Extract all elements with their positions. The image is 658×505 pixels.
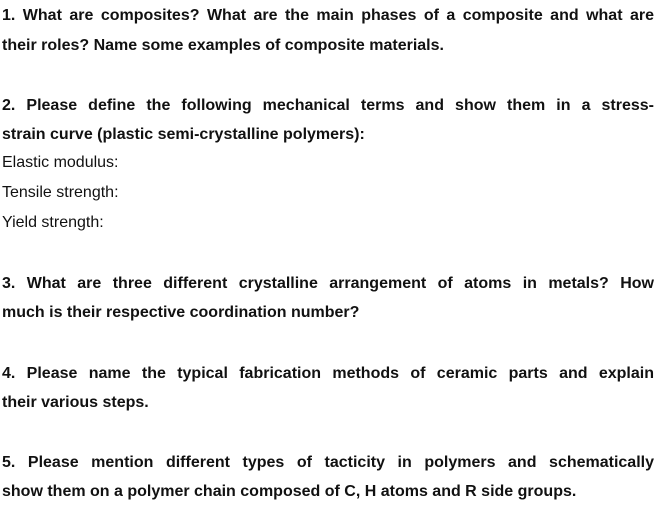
question-5-line-1: 5. Please mention different types of tacticity in polymers and schematically (2, 454, 654, 471)
question-1-line-1: 1. What are composites? What are the main phases of a composite and what are (2, 7, 654, 24)
question-5-line-2: show them on a polymer chain composed of C, H atoms and R side groups. (2, 483, 577, 500)
question-4-line-2: their various steps. (2, 394, 149, 411)
question-3-line-2: much is their respective coordination number? (2, 304, 360, 321)
term-elastic-modulus: Elastic modulus: (2, 154, 119, 171)
term-yield-strength: Yield strength: (2, 214, 104, 231)
question-4-line-1: 4. Please name the typical fabrication methods of ceramic parts and explain (2, 365, 654, 382)
term-tensile-strength: Tensile strength: (2, 184, 119, 201)
question-3-line-1: 3. What are three different crystalline arrangement of atoms in metals? How (2, 275, 654, 292)
question-2-line-2: strain curve (plastic semi-crystalline polymers): (2, 126, 365, 143)
question-1-line-2: their roles? Name some examples of composite materials. (2, 37, 444, 54)
question-2-line-1: 2. Please define the following mechanical terms and show them in a stress- (2, 97, 654, 114)
